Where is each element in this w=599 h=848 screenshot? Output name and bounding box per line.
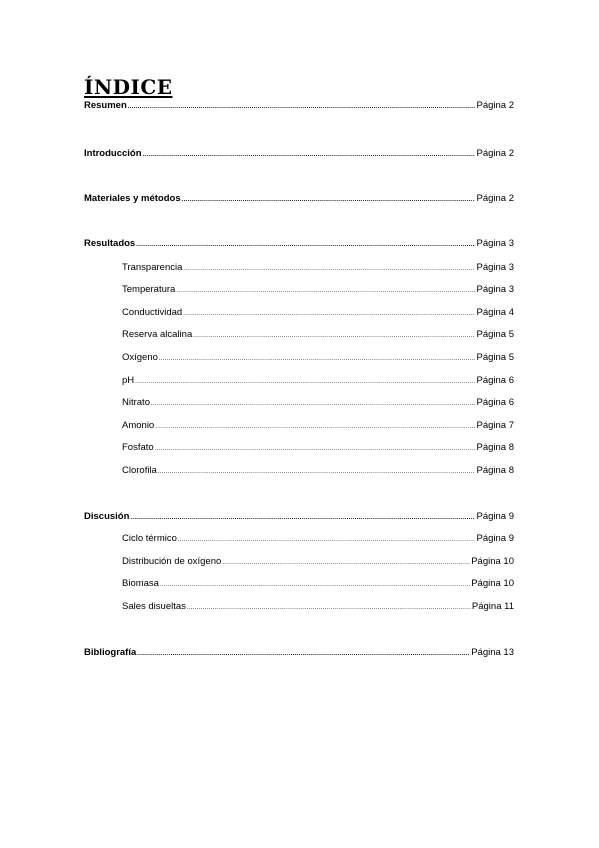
toc-entry[interactable] bbox=[122, 442, 514, 455]
toc-entry-label: Biomasa bbox=[122, 578, 159, 589]
toc-entry-page: Página 8 bbox=[476, 442, 514, 453]
toc-entry[interactable] bbox=[122, 375, 514, 388]
toc-entry-page: Página 9 bbox=[476, 511, 514, 522]
dot-leader bbox=[155, 421, 475, 433]
dot-leader bbox=[155, 443, 476, 455]
dot-leader bbox=[193, 330, 475, 342]
toc-entry-label: Introducción bbox=[84, 148, 142, 159]
dot-leader bbox=[137, 648, 470, 660]
toc-entry[interactable] bbox=[84, 100, 514, 113]
dot-leader bbox=[160, 579, 470, 591]
toc-entry-label: Bibliografía bbox=[84, 647, 137, 658]
toc-entry-label: Conductividad bbox=[122, 307, 183, 318]
toc-entry-page: Página 8 bbox=[476, 465, 514, 476]
dot-leader bbox=[136, 239, 475, 251]
dot-leader bbox=[143, 149, 476, 161]
toc-entry-page: Página 3 bbox=[476, 284, 514, 295]
toc-entry-label: Discusión bbox=[84, 511, 130, 522]
toc-entry-page: Página 9 bbox=[476, 533, 514, 544]
toc-entry-page: Página 3 bbox=[476, 238, 514, 249]
dot-leader bbox=[182, 194, 476, 206]
dot-leader bbox=[176, 285, 475, 297]
toc-entry-page: Página 4 bbox=[476, 307, 514, 318]
toc-entry-label: Amonio bbox=[122, 420, 155, 431]
toc-entry[interactable] bbox=[122, 262, 514, 275]
toc-entry-page: Página 10 bbox=[471, 578, 514, 589]
toc-entry-label: Resumen bbox=[84, 100, 127, 111]
index-title: ÍNDICE bbox=[84, 75, 173, 99]
toc-entry-label: Oxígeno bbox=[122, 352, 158, 363]
toc-entry-label: pH bbox=[122, 375, 135, 386]
toc-entry-label: Resultados bbox=[84, 238, 136, 249]
toc-entry[interactable] bbox=[122, 465, 514, 478]
toc-entry-page: Página 13 bbox=[471, 647, 514, 658]
toc-entry[interactable] bbox=[122, 352, 514, 365]
dot-leader bbox=[151, 398, 476, 410]
dot-leader bbox=[183, 263, 475, 275]
dot-leader bbox=[187, 602, 471, 614]
toc-entry-page: Página 3 bbox=[476, 262, 514, 273]
toc-entry[interactable] bbox=[122, 284, 514, 297]
toc-entry[interactable] bbox=[122, 601, 514, 614]
toc-entry-label: Distribución de oxígeno bbox=[122, 556, 222, 567]
toc-entry-page: Página 2 bbox=[476, 100, 514, 111]
dot-leader bbox=[178, 534, 476, 546]
toc-entry[interactable] bbox=[122, 533, 514, 546]
toc-entry[interactable] bbox=[122, 307, 514, 320]
toc-entry-page: Página 2 bbox=[476, 148, 514, 159]
toc-entry-label: Ciclo térmico bbox=[122, 533, 177, 544]
toc-entry-page: Página 10 bbox=[471, 556, 514, 567]
toc-entry-page: Página 6 bbox=[476, 375, 514, 386]
dot-leader bbox=[158, 466, 476, 478]
toc-entry[interactable] bbox=[122, 578, 514, 591]
toc-entry-label: Reserva alcalina bbox=[122, 329, 193, 340]
toc-entry-page: Página 2 bbox=[476, 193, 514, 204]
toc-entry-page: Página 7 bbox=[476, 420, 514, 431]
toc-entry[interactable] bbox=[122, 556, 514, 569]
toc-entry-label: Temperatura bbox=[122, 284, 176, 295]
dot-leader bbox=[159, 353, 476, 365]
toc-entry[interactable] bbox=[122, 420, 514, 433]
dot-leader bbox=[135, 376, 475, 388]
toc-entry[interactable] bbox=[84, 647, 514, 660]
toc-entry-label: Transparencia bbox=[122, 262, 183, 273]
toc-entry[interactable] bbox=[122, 397, 514, 410]
dot-leader bbox=[222, 557, 470, 569]
toc-entry[interactable] bbox=[84, 511, 514, 524]
toc-entry[interactable] bbox=[84, 193, 514, 206]
toc-entry-label: Fosfato bbox=[122, 442, 154, 453]
toc-entry-label: Nitrato bbox=[122, 397, 150, 408]
dot-leader bbox=[183, 308, 475, 320]
toc-entry-page: Página 11 bbox=[471, 601, 514, 612]
toc-entry-page: Página 6 bbox=[476, 397, 514, 408]
toc-entry-page: Página 5 bbox=[476, 352, 514, 363]
toc-entry-page: Página 5 bbox=[476, 329, 514, 340]
toc-entry[interactable] bbox=[122, 329, 514, 342]
toc-entry-label: Clorofila bbox=[122, 465, 157, 476]
dot-leader bbox=[128, 101, 476, 113]
dot-leader bbox=[130, 512, 475, 524]
toc-entry-label: Sales disueltas bbox=[122, 601, 186, 612]
toc-entry-label: Materiales y métodos bbox=[84, 193, 181, 204]
toc-entry[interactable] bbox=[84, 238, 514, 251]
toc-entry[interactable] bbox=[84, 148, 514, 161]
